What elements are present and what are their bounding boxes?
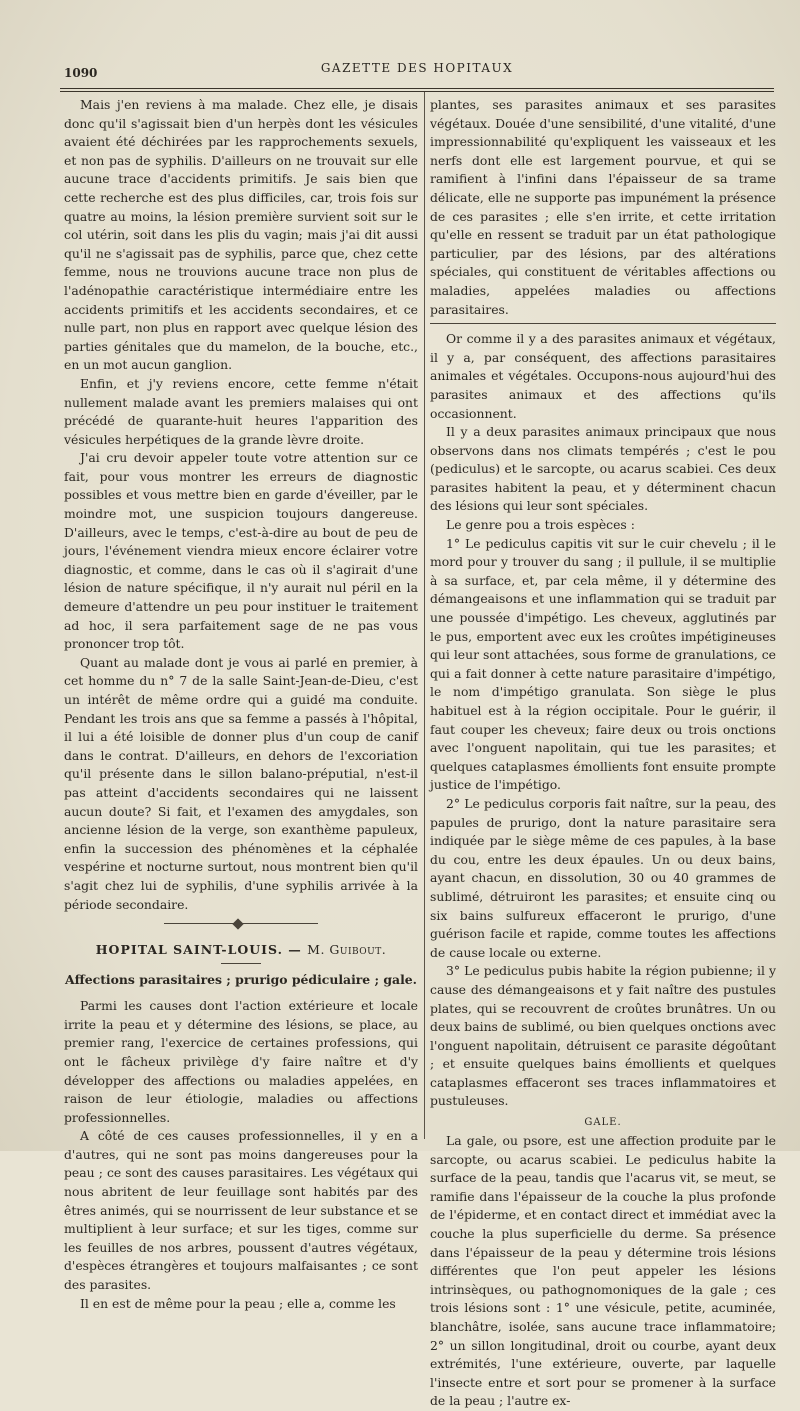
paragraph: J'ai cru devoir appeler toute votre attention sur ce fait, pour vous montrer les erreurs de diagnostic possibles et vous mettre bien en garde d'éveiller, par le moindre mot, une suspicion toujours dangereuse. D'ailleurs, avec le temps, c'est-à-dire au bout de peu de jours, l'événement viendra mieux encore éclairer votre diagnostic, et comme, dans le cas où il s'agirait d'une lésion de nature spécifique, il n'y aurait nul péril en la demeure d'attendre un peu pour instituer le traitement ad hoc, il sera parfaitement sage de ne pas vous prononcer trop tôt. [64,450,418,652]
journal-title: GAZETTE DES HOPITAUX [320,61,514,75]
paragraph-rule [430,323,776,324]
section-hospital: HOPITAL SAINT-LOUIS. — [95,942,302,958]
page-header [60,58,774,82]
subsection-title: Affections parasitaires ; prurigo pédiculaire ; gale. [65,972,417,988]
paragraph: Parmi les causes dont l'action extérieure et locale irrite la peau et y détermine des lésions, se place, au premier rang, l'exercice de certaines professions, qui ont le fâcheux privilège d'y faire naître et d'y développer des affections ou maladies appelées, en raison de leur étiologie, maladies ou affections professionnelles. [64,998,418,1125]
paragraph: Il y a deux parasites animaux principaux que nous observons dans nos climats tempérés ; c'est le pou (pediculus) et le sarcopte, ou acarus scabiei. Ces deux parasites habitent la peau, et y déterminent chacun des lésions qui leur sont spéciales. [430,424,776,514]
section-author: M. Guibout. [307,942,387,958]
section-title [64,942,418,957]
paragraph: 2° Le pediculus corporis fait naître, sur la peau, des papules de prurigo, dont la nature parasitaire sera indiquée par le siège même de ces papules, à la base du cou, entre les deux épaules. Un ou deux bains, ayant chacun, en dissolution, 30 ou 40 grammes de sublimé, détruiront les parasites; et ensuite cinq ou six bains sulfureux effaceront le prurigo, d'une guérison facile et rapide, comme toutes les affections de cause locale ou externe. [430,795,776,960]
paragraph: Enfin, et j'y reviens encore, cette femme n'était nullement malade avant les premiers malaises qui ont précédé de quarante-huit heures l'apparition des vésicules herpétiques de la grande lèvre droite. [64,375,418,447]
short-rule [221,963,261,964]
paragraph: Le genre pou a trois espèces : [446,517,635,533]
paragraph: Mais j'en reviens à ma malade. Chez elle, je disais donc qu'il s'agissait bien d'un herpès dont les vésicules avaient été déchirées par les rapprochements sexuels, et non pas de syphilis. D'ailleurs on ne trouvait sur elle aucune trace d'accidents primitifs. Je sais bien que cette recherche est des plus difficiles, car, trois fois sur quatre au moins, la lésion première survient soit sur le col utérin, soit dans les plis du vagin; mais j'ai dit aussi qu'il ne s'agissait pas de syphilis, parce que, chez cette femme, nous ne trouvions aucune trace non plus de l'adénopathie caractéristique intermédiaire entre les accidents primitifs et les accidents secondaires, et ce nulle part, non plus en rapport avec quelque lésion des parties génitales que du mamelon, de la bouche, etc., en un mot aucun ganglion. [64,97,418,373]
column-divider [424,92,425,1139]
right-column [430,96,776,1409]
left-column [64,96,418,1311]
paragraph: La gale, ou psore, est une affection produite par le sarcopte, ou acarus scabiei. Le pediculus habite la surface de la peau, tandis que l'acarus vit, se meut, se ramifie dans l'épaisseur de la couche la plus profonde de l'épiderme, et en contact direct et immédiat avec la couche la plus superficielle du derme. Sa présence dans l'épaisseur de la peau y détermine trois lésions différentes que l'on peut appeler les lésions intrinsèques, ou pathognomoniques de la gale ; ces trois lésions sont : 1° une vésicule, petite, acuminée, blanchâtre, isolée, sans aucune trace inflammatoire; 2° un sillon longitudinal, droit ou courbe, ayant deux extrémités, l'une extérieure, ouverte, par laquelle l'insecte entre et sort pour se promener à la surface de la peau ; l'autre ex- [430,1133,776,1409]
paragraph: A côté de ces causes professionnelles, il y en a d'autres, qui ne sont pas moins dangereuses pour la peau ; ce sont des causes parasitaires. Les végétaux qui nous abritent de leur feuillage sont habités par des êtres animés, qui se nourrissent de leur substance et se multiplient à leur surface; et sur les tiges, comme sur les feuilles de nos arbres, poussent d'autres végétaux, d'espèces étrangères et toujours malfaisantes ; ce sont des parasites. [64,1128,418,1293]
header-rule [60,88,774,92]
paragraph: Or comme il y a des parasites animaux et végétaux, il y a, par conséquent, des affections parasitaires animales et végétales. Occupons-nous aujourd'hui des parasites animaux et des affections qu'ils occasionnent. [430,331,776,421]
gale-heading: GALE. [584,1117,622,1129]
paragraph: 3° Le pediculus pubis habite la région pubienne; il y cause des démangeaisons et y fait naître des pustules plates, qui se recouvrent de croûtes brunâtres. Un ou deux bains de sublimé, ou bien quelques onctions avec l'onguent napolitain, détruisent ce parasite dégoûtant ; et ensuite quelques bains émollients et quelques cataplasmes effaceront ses traces inflammatoires et pustuleuses. [430,963,776,1109]
paragraph: 1° Le pediculus capitis vit sur le cuir chevelu ; il le mord pour y trouver du sang ; il pullule, il se multiplie à sa surface, et, par cela même, il y détermine des démangeaisons et une inflammation qui se traduit par une poussée d'impétigo. Les cheveux, agglutinés par le pus, emportent avec eux les croûtes impétigineuses qui leur sont attachées, sous forme de granulations, ce qui a fait donner à cette nature parasitaire d'impétigo, le nom d'impétigo granulata. Son siège le plus habituel est à la région occipitale. Pour le guérir, il faut couper les cheveux; faire deux ou trois onctions avec l'onguent napolitain, qui tue les parasites; et quelques cataplasmes émollients font ensuite prompte justice de l'impétigo. [430,535,776,793]
paragraph: Il en est de même pour la peau ; elle a, comme les [80,1295,396,1311]
paragraph: plantes, ses parasites animaux et ses parasites végétaux. Douée d'une sensibilité, d'une vitalité, d'une impressionnabilité qu'expliquent les vaisseaux et les nerfs dont elle est largement pourvue, et qui se ramifient à l'infini dans l'épaisseur de sa trame délicate, elle ne supporte pas impunément la présence de ces parasites ; elle s'en irrite, et cette irritation qu'elle en ressent se traduit par un état pathologique particulier, par des lésions, par des altérations spéciales, qui constituent de véritables affections ou maladies, appelées maladies ou affections parasitaires. [430,97,776,317]
paragraph: Quant au malade dont je vous ai parlé en premier, à cet homme du n° 7 de la salle Saint-Jean-de-Dieu, c'est un intérêt de même ordre qui a guidé ma conduite. Pendant les trois ans que sa femme a passés à l'hôpital, il lui a été loisible de donner plus d'un coup de canif dans le contrat. D'ailleurs, en dehors de l'excoriation qu'il présente dans le sillon balano-préputial, n'est-il pas atteint d'accidents secondaires qui ne laissent aucun doute? Si fait, et l'examen des amygdales, son ancienne lésion de la verge, son exanthème papuleux, enfin la succession des phénomènes et la céphalée vespérine et nocturne surtout, nous montrent bien qu'il s'agit chez lui de syphilis, d'une syphilis arrivée à la période secondaire. [64,654,418,912]
ornamental-separator [64,916,418,932]
page-number: 1090 [64,66,98,80]
